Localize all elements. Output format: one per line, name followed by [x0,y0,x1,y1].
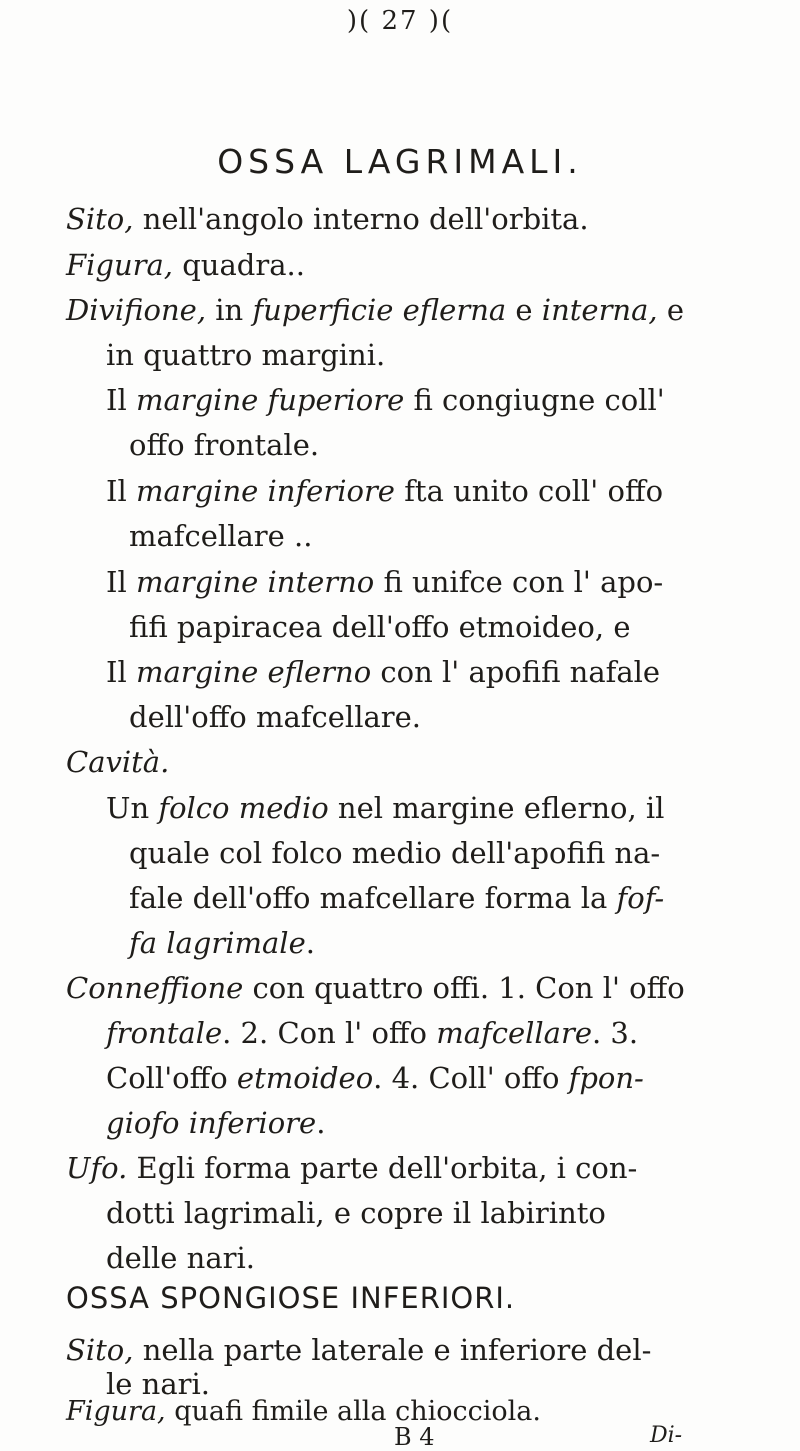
section-heading-ossa-lagrimali: OSSA LAGRIMALI. [217,142,583,181]
solco-line-1 [106,786,664,830]
connessione-label: Conneffione [66,971,244,1005]
margine-interno-line [106,560,663,604]
divisione-interna: interna, [541,293,658,327]
connessione-text-e: . 3. [592,1016,639,1050]
s2-sito-label: Sito, [66,1333,134,1367]
divisione-text-tail: e [657,293,685,327]
divisione-entry [66,288,684,332]
s2-sito-line-2: le nari. [106,1367,210,1401]
margine-interno-term: margine interno [135,565,375,599]
margine-inferiore-text: fta unito coll' offo [394,474,664,508]
divisione-text-e: e [506,293,542,327]
connessione-line-2 [106,1011,638,1055]
solco-line-3-text: fale dell'offo mafcellare forma la [129,881,617,915]
uso-line-2: dotti lagrimali, e copre il labirinto [106,1196,606,1230]
margine-esterno-prefix: Il [106,655,136,689]
fossa-term-start: fof- [616,881,665,915]
margine-superiore-continuation: offo frontale. [129,428,320,462]
figura-label: Figura, [66,248,174,282]
solco-text: nel margine eflerno, il [328,791,665,825]
margine-inferiore-term: margine inferiore [135,474,395,508]
connessione-line-1 [66,966,685,1010]
s2-sito-text: nella parte laterale e inferiore del- [133,1333,652,1367]
section-heading-ossa-spongiose: OSSA SPONGIOSE INFERIORI. [66,1281,516,1315]
uso-line-3: delle nari. [106,1241,255,1275]
margine-inferiore-prefix: Il [106,474,136,508]
connessione-mascellare: mafcellare [436,1016,592,1050]
connessione-line-3 [106,1056,644,1100]
margine-interno-continuation: fifi papiracea dell'offo etmoideo, e [129,610,631,644]
margine-interno-prefix: Il [106,565,136,599]
signature-mark: B 4 [394,1423,435,1451]
solco-line-4-end: . [305,926,315,960]
s2-figura-text: quafi fimile alla chiocciola. [165,1396,541,1427]
connessione-etmoideo: etmoideo [236,1061,374,1095]
uso-line-1 [66,1146,637,1190]
figura-text: quadra.. [173,248,305,282]
catchword: Di- [650,1423,683,1448]
uso-text-a: Egli forma parte dell'orbita, i con- [127,1151,638,1185]
figura-entry [66,243,305,287]
solco-line-3 [129,876,664,920]
cavita-label: Cavità. [66,745,170,779]
margine-inferiore-line [106,469,663,513]
divisione-superficie-esterna: fuperficie eflerna [252,293,507,327]
connessione-spongioso-start: fpon- [568,1061,644,1095]
connessione-spongioso-inferiore: giofo inferiore [106,1106,317,1140]
s2-figura-line [66,1397,541,1427]
sito-label: Sito, [66,202,134,236]
divisione-continuation: in quattro margini. [106,338,386,372]
margine-superiore-prefix: Il [106,383,136,417]
page-number: )( 27 )( [346,6,454,36]
uso-label: Ufo. [66,1151,128,1185]
margine-superiore-term: margine fuperiore [135,383,405,417]
margine-interno-text: fi unifce con l' apo- [374,565,664,599]
connessione-frontale: frontale [106,1016,223,1050]
margine-inferiore-continuation: mafcellare .. [129,519,313,553]
divisione-text-in: in [206,293,253,327]
solco-prefix: Un [106,791,159,825]
connessione-text-c: . 2. Con l' offo [222,1016,437,1050]
connessione-text-h: . 4. Coll' offo [373,1061,569,1095]
solco-line-2: quale col folco medio dell'apofifi na- [129,836,661,870]
margine-esterno-term: margine eflerno [135,655,372,689]
solco-line-4 [129,921,315,965]
connessione-text-a: con quattro offi. 1. Con l' offo [243,971,685,1005]
s2-figura-label: Figura, [66,1396,166,1427]
connessione-end: . [316,1106,326,1140]
fossa-lagrimale-term: fa lagrimale [129,926,306,960]
solco-medio-term: folco medio [158,791,329,825]
margine-superiore-text: fi congiugne coll' [404,383,665,417]
margine-esterno-line [106,650,660,694]
margine-esterno-text: con l' apofifi nafale [371,655,661,689]
divisione-label: Divifione, [66,293,207,327]
connessione-line-4 [106,1101,325,1145]
margine-esterno-continuation: dell'offo mafcellare. [129,700,421,734]
margine-superiore-line [106,378,665,422]
sito-entry [66,197,589,241]
connessione-text-f: Coll'offo [106,1061,237,1095]
sito-text: nell'angolo interno dell'orbita. [133,202,589,236]
